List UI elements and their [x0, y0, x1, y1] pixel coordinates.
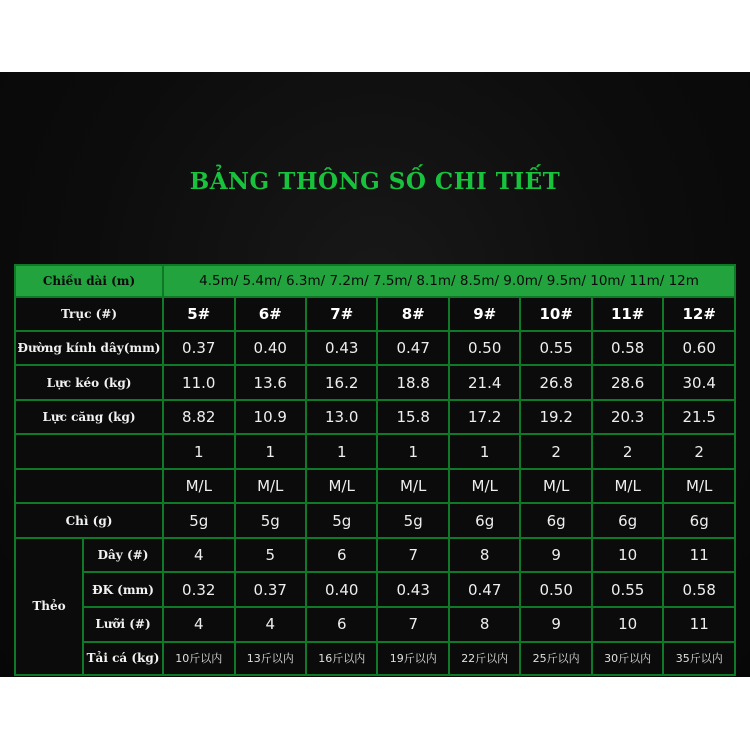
table-cell: 11: [664, 608, 734, 641]
table-cell: 19.2: [521, 401, 590, 434]
table-cell: M/L: [593, 470, 662, 503]
table-cell: 0.55: [593, 573, 662, 606]
table-cell: 12#: [664, 298, 734, 329]
table-cell: 9: [521, 539, 590, 572]
table-cell: 10.9: [236, 401, 305, 434]
table-cell: 2: [521, 435, 590, 468]
axis-label: Trục (#): [16, 298, 162, 329]
table-cell: 6g: [664, 504, 734, 537]
table-cell: 0.50: [450, 332, 519, 365]
table-cell: 1: [164, 435, 233, 468]
table-cell: 1: [307, 435, 376, 468]
pull-row: [16, 366, 734, 399]
table-cell: 0.32: [164, 573, 233, 606]
table-cell: 4: [164, 539, 233, 572]
table-cell: 6: [307, 608, 376, 641]
table-cell: 0.55: [521, 332, 590, 365]
length-label: Chiều dài (m): [16, 266, 162, 296]
table-cell: 5g: [236, 504, 305, 537]
tension-row: [16, 401, 734, 434]
table-cell: 5#: [164, 298, 233, 329]
table-cell: M/L: [521, 470, 590, 503]
table-cell: 0.40: [236, 332, 305, 365]
table-cell: 18.8: [378, 366, 447, 399]
table-cell: 13斤以内: [236, 643, 305, 675]
rig-load-row: [16, 643, 734, 675]
table-cell: 4: [236, 608, 305, 641]
table-cell: 20.3: [593, 401, 662, 434]
table-cell: 1: [236, 435, 305, 468]
table-cell: 30斤以内: [593, 643, 662, 675]
pull-label: Lực kéo (kg): [16, 366, 162, 399]
table-cell: 5g: [378, 504, 447, 537]
table-cell: M/L: [164, 470, 233, 503]
axis-row: [16, 298, 734, 329]
table-cell: M/L: [236, 470, 305, 503]
table-cell: 7: [378, 539, 447, 572]
table-cell: 0.47: [378, 332, 447, 365]
table-cell: 10: [593, 539, 662, 572]
table-cell: M/L: [664, 470, 734, 503]
table-cell: 16斤以内: [307, 643, 376, 675]
table-cell: 26.8: [521, 366, 590, 399]
table-cell: 5g: [164, 504, 233, 537]
table-cell: 11#: [593, 298, 662, 329]
table-cell: 21.4: [450, 366, 519, 399]
table-cell: 28.6: [593, 366, 662, 399]
table-cell: 35斤以内: [664, 643, 734, 675]
lead-label: Chì (g): [16, 504, 162, 537]
tension-label: Lực căng (kg): [16, 401, 162, 434]
table-cell: 0.43: [378, 573, 447, 606]
spec-table: [14, 264, 736, 676]
rig-hook-label: Lưỡi (#): [84, 608, 162, 641]
page-title: BẢNG THÔNG SỐ CHI TIẾT: [189, 168, 561, 195]
table-cell: 13.6: [236, 366, 305, 399]
table-cell: 30.4: [664, 366, 734, 399]
table-cell: 17.2: [450, 401, 519, 434]
table-cell: 13.0: [307, 401, 376, 434]
count-label: [16, 435, 162, 468]
table-cell: 4: [164, 608, 233, 641]
table-cell: 16.2: [307, 366, 376, 399]
table-cell: 5: [236, 539, 305, 572]
table-cell: 9: [521, 608, 590, 641]
rig-dk-label: ĐK (mm): [84, 573, 162, 606]
table-cell: 8.82: [164, 401, 233, 434]
table-cell: 2: [664, 435, 734, 468]
count-row: [16, 435, 734, 468]
rig-line-row: [16, 539, 734, 572]
table-cell: 2: [593, 435, 662, 468]
table-cell: 10斤以内: [164, 643, 233, 675]
table-cell: M/L: [378, 470, 447, 503]
table-cell: 0.58: [593, 332, 662, 365]
size-row: [16, 470, 734, 503]
table-cell: 0.50: [521, 573, 590, 606]
table-cell: 8#: [378, 298, 447, 329]
table-cell: 7#: [307, 298, 376, 329]
table-cell: 0.43: [307, 332, 376, 365]
table-cell: 0.47: [450, 573, 519, 606]
table-cell: 11: [664, 539, 734, 572]
table-cell: 9#: [450, 298, 519, 329]
table-cell: 8: [450, 539, 519, 572]
table-cell: 6g: [593, 504, 662, 537]
rig-dk-row: [16, 573, 734, 606]
table-cell: 21.5: [664, 401, 734, 434]
table-cell: 0.37: [236, 573, 305, 606]
table-cell: 6#: [236, 298, 305, 329]
table-cell: 8: [450, 608, 519, 641]
table-cell: 25斤以内: [521, 643, 590, 675]
table-cell: 1: [378, 435, 447, 468]
rig-line-label: Dây (#): [84, 539, 162, 572]
table-cell: 0.58: [664, 573, 734, 606]
rig-group-label: Thẻo: [16, 539, 82, 674]
spec-panel: [0, 72, 750, 677]
table-cell: 11.0: [164, 366, 233, 399]
size-label: [16, 470, 162, 503]
table-cell: 0.40: [307, 573, 376, 606]
table-cell: 22斤以内: [450, 643, 519, 675]
diameter-row: [16, 332, 734, 365]
table-cell: M/L: [307, 470, 376, 503]
table-cell: 6g: [450, 504, 519, 537]
table-cell: 10: [593, 608, 662, 641]
lead-row: [16, 504, 734, 537]
rig-hook-row: [16, 608, 734, 641]
table-cell: 5g: [307, 504, 376, 537]
diameter-label: Đường kính dây(mm): [16, 332, 162, 365]
table-cell: 19斤以内: [378, 643, 447, 675]
length-values: 4.5m/ 5.4m/ 6.3m/ 7.2m/ 7.5m/ 8.1m/ 8.5m/ 9.0m/ 9.5m/ 10m/ 11m/ 12m: [164, 266, 734, 296]
table-cell: 0.60: [664, 332, 734, 365]
table-cell: 7: [378, 608, 447, 641]
table-cell: 15.8: [378, 401, 447, 434]
length-row: [16, 266, 734, 296]
table-cell: 1: [450, 435, 519, 468]
table-cell: M/L: [450, 470, 519, 503]
table-cell: 10#: [521, 298, 590, 329]
rig-load-label: Tải cá (kg): [84, 643, 162, 675]
table-cell: 6: [307, 539, 376, 572]
table-cell: 6g: [521, 504, 590, 537]
table-cell: 0.37: [164, 332, 233, 365]
